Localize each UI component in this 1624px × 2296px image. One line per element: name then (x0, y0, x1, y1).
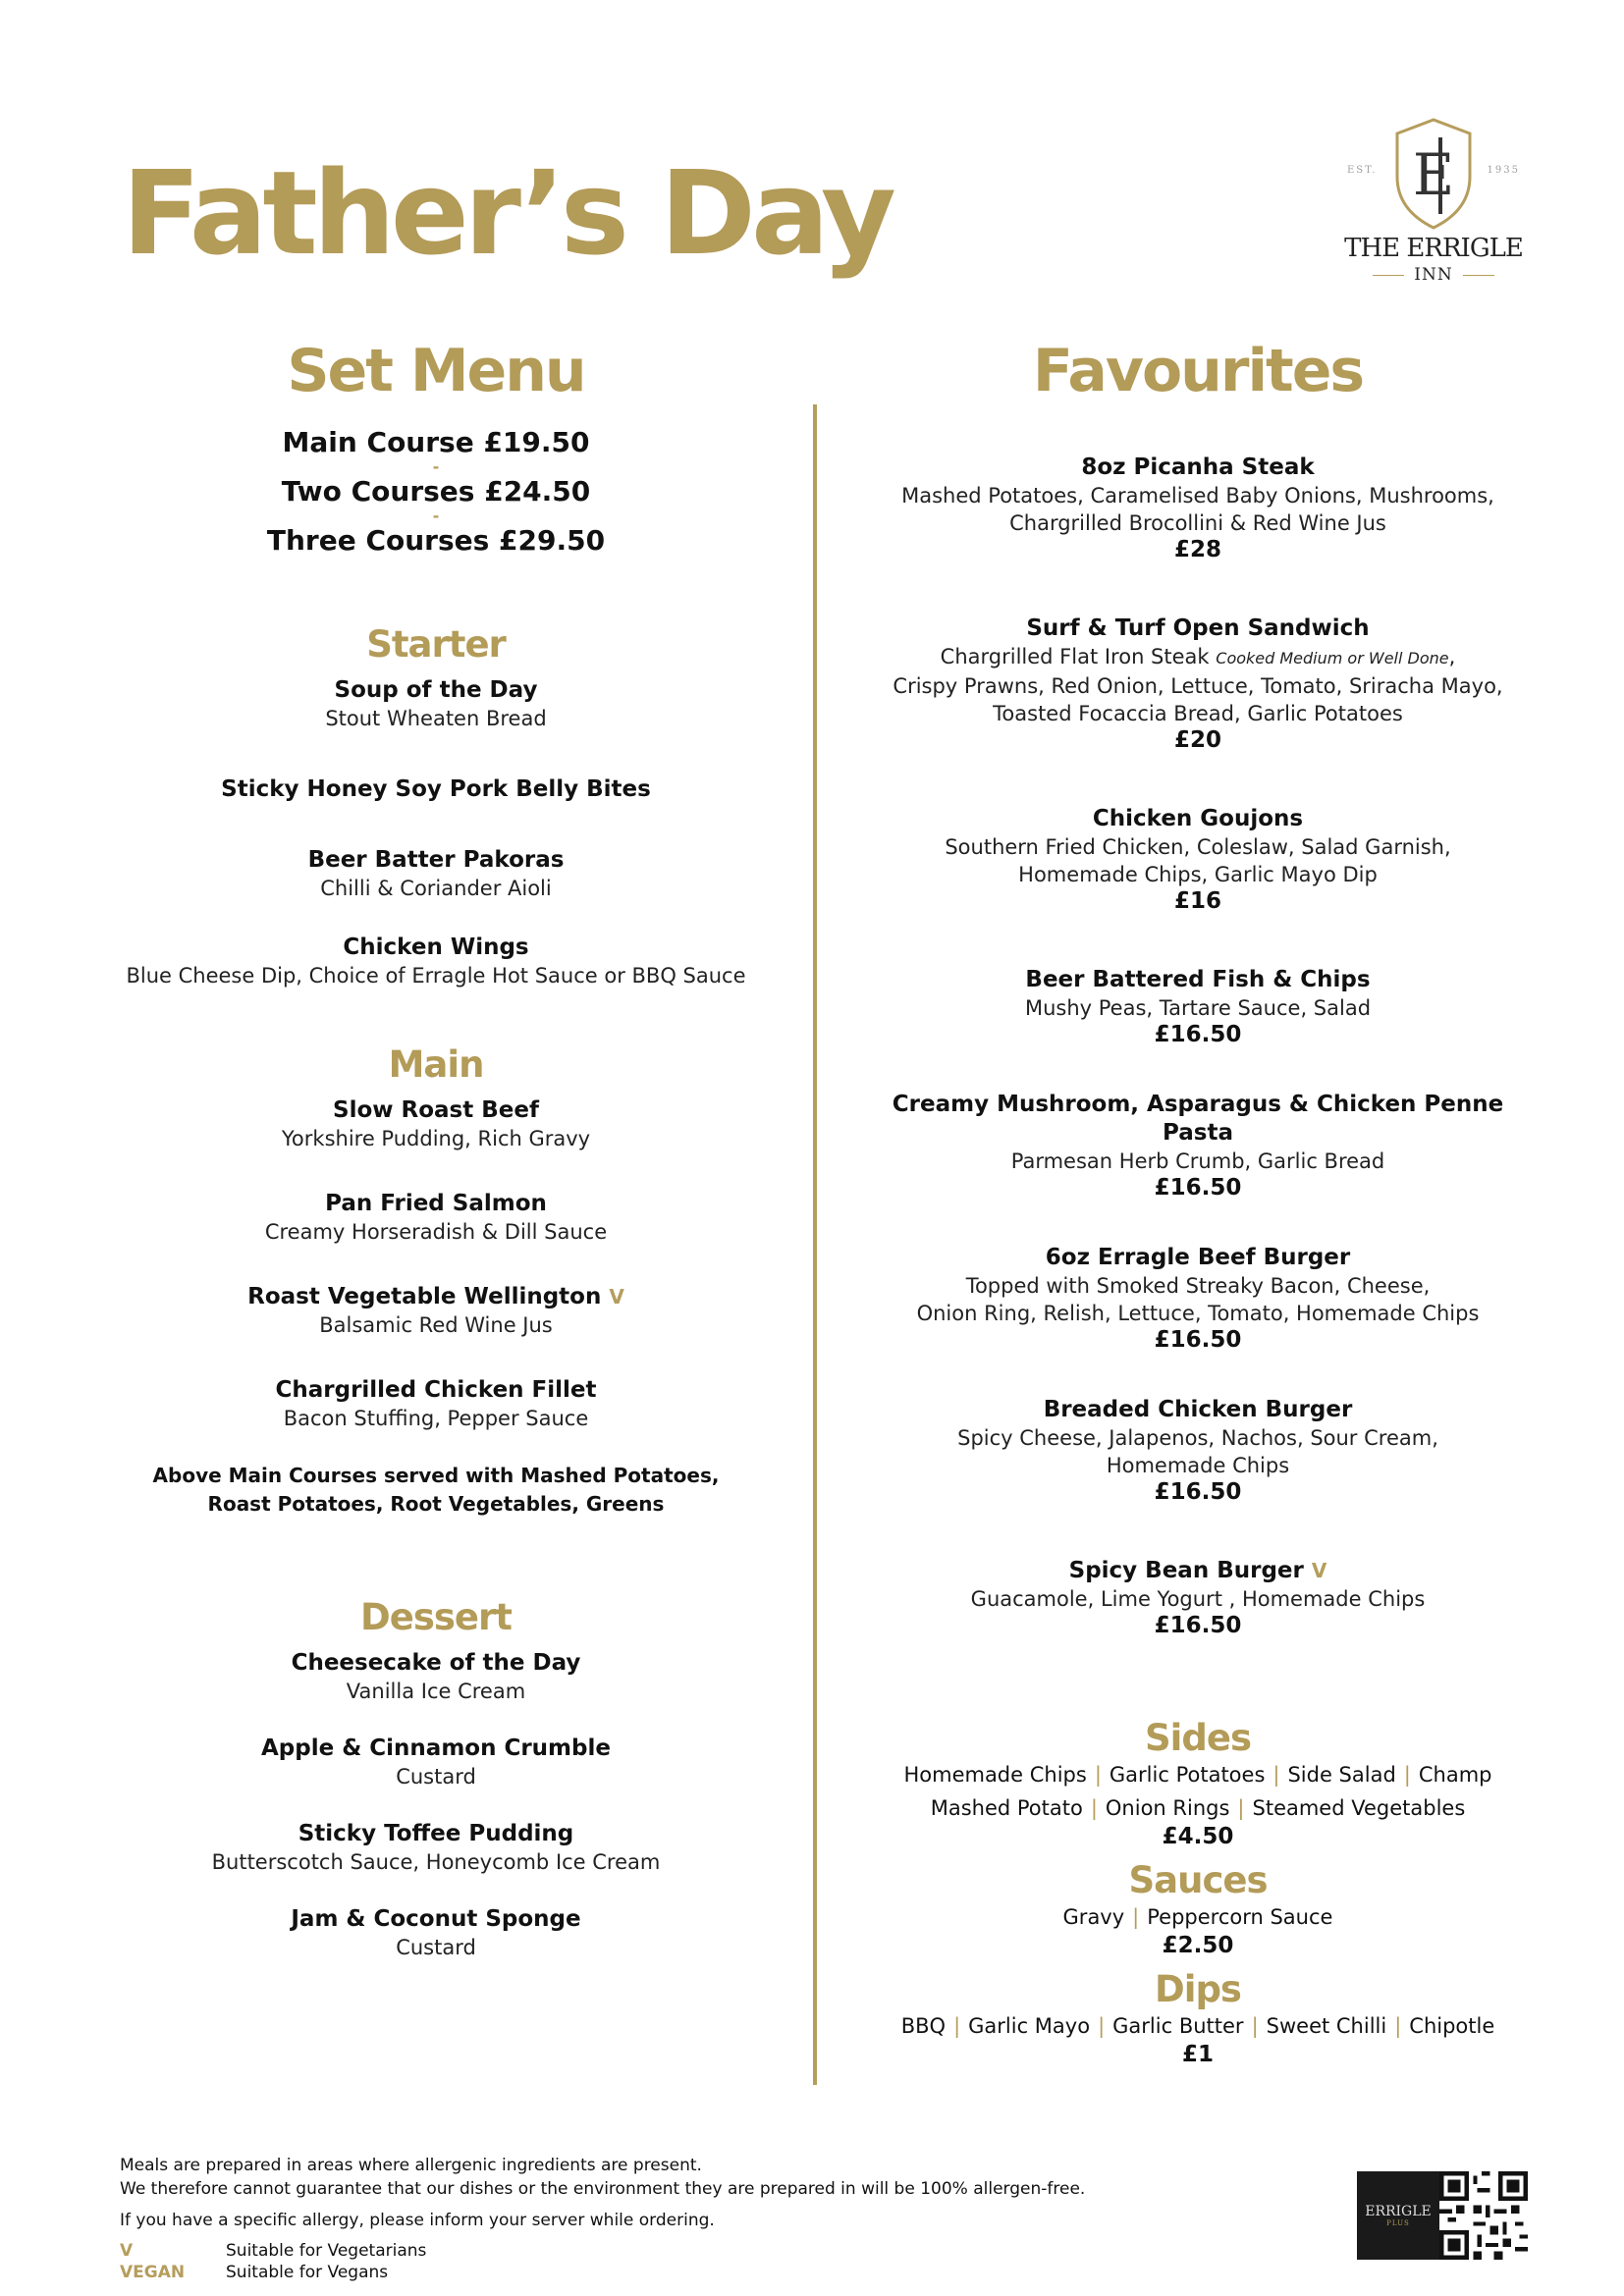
item-price: £16.50 (1154, 1613, 1242, 1638)
item-name: Apple & Cinnamon Crumble (261, 1735, 611, 1761)
item-desc: Spicy Cheese, Jalapenos, Nachos, Sour Cream, (957, 1426, 1438, 1450)
side-item: Champ (1418, 1763, 1492, 1787)
item-name: 6oz Erragle Beef Burger (1045, 1245, 1351, 1270)
errigle-plus-badge (1357, 2171, 1439, 2260)
sauces-price: £2.50 (1162, 1933, 1234, 1958)
item-desc: Crispy Prawns, Red Onion, Lettuce, Tomato, Sriracha Mayo, (893, 674, 1503, 698)
menu-item (82, 1376, 789, 1432)
item-desc: Bacon Stuffing, Pepper Sauce (283, 1407, 589, 1430)
item-name: Beer Batter Pakoras (307, 847, 565, 873)
legend-label: Suitable for Vegetarians (226, 2241, 427, 2261)
sides-price: £4.50 (1162, 1824, 1234, 1849)
item-name: Beer Battered Fish & Chips (1025, 967, 1371, 992)
item-desc: Mushy Peas, Tartare Sauce, Salad (1024, 996, 1372, 1020)
item-name: Chargrilled Chicken Fillet (275, 1377, 597, 1403)
dip-item: Garlic Mayo (968, 2014, 1091, 2038)
item-price: £16.50 (1154, 1175, 1242, 1201)
qr-code-icon[interactable] (1439, 2171, 1528, 2260)
item-price: £28 (1173, 537, 1221, 562)
item-desc: Southern Fried Chicken, Coleslaw, Salad Garnish, (945, 835, 1451, 859)
dips-heading: Dips (1155, 1968, 1241, 2010)
item-desc: Creamy Horseradish & Dill Sauce (264, 1220, 608, 1244)
menu-item (864, 614, 1532, 754)
menu-item (82, 1096, 789, 1152)
item-desc: Custard (396, 1936, 476, 1959)
item-desc: Homemade Chips (1106, 1454, 1290, 1477)
main-heading: Main (388, 1043, 484, 1086)
menu-item (864, 966, 1532, 1048)
item-desc: Chilli & Coriander Aioli (320, 877, 552, 900)
item-desc: Stout Wheaten Bread (325, 707, 547, 730)
menu-item (82, 676, 789, 732)
starter-heading: Starter (366, 623, 506, 666)
main-note-line: Above Main Courses served with Mashed Potatoes, (152, 1464, 720, 1487)
item-desc: Balsamic Red Wine Jus (319, 1313, 553, 1337)
price-separator: - (432, 507, 440, 525)
allergen-footer (120, 2154, 1200, 2283)
sides-row: Homemade Chips | Garlic Potatoes | Side Salad | Champ (903, 1763, 1492, 1787)
vegetarian-mark: V (609, 1285, 624, 1308)
logo-name: THE ERRIGLE (1344, 234, 1523, 263)
sides-row: Mashed Potato | Onion Rings | Steamed Vegetables (930, 1796, 1466, 1820)
allergen-note: We therefore cannot guarantee that our dishes or the environment they are prepared in will be 100% allergen-free. (120, 2179, 1086, 2199)
allergen-note: Meals are prepared in areas where allergenic ingredients are present. (120, 2156, 702, 2175)
shield-icon (1389, 116, 1478, 232)
sauces-row: Gravy | Peppercorn Sauce (1062, 1905, 1333, 1929)
item-desc: Chargrilled Flat Iron Steak Cooked Medium or Well Done, (940, 645, 1456, 668)
legend-vegan (120, 2262, 1200, 2283)
item-desc: Blue Cheese Dip, Choice of Erragle Hot Sauce or BBQ Sauce (126, 964, 746, 988)
item-desc: Guacamole, Lime Yogurt , Homemade Chips (970, 1587, 1426, 1611)
legend-key: VEGAN (120, 2263, 186, 2282)
menu-item (864, 1557, 1532, 1639)
sauce-item: Gravy (1062, 1905, 1125, 1929)
legend-vegetarian (120, 2240, 1200, 2262)
menu-item (82, 775, 789, 804)
item-name: Cheesecake of the Day (291, 1650, 581, 1676)
menu-item (82, 1283, 789, 1339)
page-title: Father’s Day (122, 145, 892, 281)
brand-logo (1335, 116, 1532, 293)
badge-sub: PLUS (1386, 2219, 1410, 2227)
sauces-heading: Sauces (1128, 1859, 1268, 1901)
item-desc: Onion Ring, Relish, Lettuce, Tomato, Homemade Chips (916, 1302, 1480, 1325)
side-item: Mashed Potato (930, 1796, 1083, 1820)
sides-heading: Sides (1145, 1717, 1251, 1759)
logo-est: EST. (1347, 165, 1378, 176)
item-name: Soup of the Day (334, 677, 538, 703)
price-three-courses: Three Courses £29.50 (266, 524, 606, 557)
item-name (82, 1283, 789, 1311)
price-main-course: Main Course £19.50 (282, 426, 590, 458)
item-desc: Chargrilled Brocollini & Red Wine Jus (1009, 511, 1386, 535)
item-desc: Butterscotch Sauce, Honeycomb Ice Cream (211, 1850, 661, 1874)
qr-badge[interactable] (1357, 2171, 1528, 2260)
item-desc-text: Chargrilled Flat Iron Steak (940, 645, 1210, 668)
side-item: Side Salad (1287, 1763, 1396, 1787)
sauce-item: Peppercorn Sauce (1147, 1905, 1333, 1929)
menu-item (864, 805, 1532, 915)
menu-item (864, 1091, 1532, 1201)
price-separator: - (432, 457, 440, 476)
item-name: Chicken Goujons (1092, 806, 1304, 831)
side-item: Steamed Vegetables (1252, 1796, 1466, 1820)
item-desc: Parmesan Herb Crumb, Garlic Bread (1010, 1149, 1385, 1173)
item-desc: Yorkshire Pudding, Rich Gravy (281, 1127, 591, 1150)
cook-note: Cooked Medium or Well Done (1216, 649, 1449, 667)
side-item: Homemade Chips (903, 1763, 1087, 1787)
dessert-heading: Dessert (360, 1596, 512, 1638)
item-price: £16.50 (1154, 1022, 1242, 1047)
item-name: Pan Fried Salmon (325, 1191, 547, 1216)
menu-item (864, 1244, 1532, 1354)
item-name-text: Spicy Bean Burger (1068, 1558, 1304, 1583)
favourites-column (864, 324, 1532, 2066)
legend-key: V (120, 2241, 134, 2261)
menu-item (82, 934, 789, 989)
menu-item (82, 1649, 789, 1705)
menu-item (82, 846, 789, 902)
item-desc: Mashed Potatoes, Caramelised Baby Onions, Mushrooms, (901, 484, 1494, 507)
main-note (82, 1462, 789, 1519)
item-name (864, 1557, 1532, 1585)
item-name: Sticky Toffee Pudding (298, 1821, 574, 1846)
item-name-text: Roast Vegetable Wellington (247, 1284, 602, 1309)
logo-inn: INN (1335, 265, 1532, 285)
menu-item (82, 1735, 789, 1790)
item-desc: Toasted Focaccia Bread, Garlic Potatoes (993, 702, 1403, 725)
item-name: Chicken Wings (343, 934, 529, 960)
item-price: £16.50 (1154, 1479, 1242, 1505)
item-desc: Custard (396, 1765, 476, 1789)
badge-name: ERRIGLE (1365, 2204, 1432, 2219)
item-name: Jam & Coconut Sponge (291, 1906, 581, 1932)
side-item: Onion Rings (1105, 1796, 1230, 1820)
menu-item (864, 454, 1532, 563)
dip-item: BBQ (900, 2014, 947, 2038)
item-price: £20 (1173, 727, 1221, 753)
item-name: 8oz Picanha Steak (1081, 454, 1315, 480)
item-desc: Vanilla Ice Cream (346, 1680, 526, 1703)
side-item: Garlic Potatoes (1109, 1763, 1266, 1787)
set-menu-column (82, 324, 789, 1961)
main-note-line: Roast Potatoes, Root Vegetables, Greens (207, 1492, 665, 1516)
legend-label: Suitable for Vegans (226, 2263, 389, 2282)
vegetarian-mark: V (1311, 1559, 1327, 1582)
dips-price: £1 (1181, 2042, 1214, 2067)
allergen-note: If you have a specific allergy, please inform your server while ordering. (120, 2211, 715, 2230)
item-price: £16 (1173, 888, 1221, 914)
set-menu-heading: Set Menu (287, 337, 585, 405)
dip-item: Garlic Butter (1112, 2014, 1244, 2038)
logo-year: 1935 (1487, 165, 1520, 176)
dip-item: Chipotle (1409, 2014, 1495, 2038)
item-price: £16.50 (1154, 1327, 1242, 1353)
dips-row: BBQ | Garlic Mayo | Garlic Butter | Sweet Chilli | Chipotle (900, 2014, 1495, 2038)
menu-item (82, 1905, 789, 1961)
item-desc: Topped with Smoked Streaky Bacon, Cheese, (965, 1274, 1431, 1298)
item-name: Slow Roast Beef (333, 1097, 539, 1123)
menu-item (864, 1396, 1532, 1506)
item-name: Creamy Mushroom, Asparagus & Chicken Penne Pasta (892, 1092, 1504, 1146)
dip-item: Sweet Chilli (1266, 2014, 1387, 2038)
svg-text:E: E (1412, 141, 1455, 208)
item-name: Sticky Honey Soy Pork Belly Bites (221, 776, 651, 802)
item-desc: Homemade Chips, Garlic Mayo Dip (1018, 863, 1378, 886)
favourites-heading: Favourites (1032, 337, 1364, 405)
item-name: Breaded Chicken Burger (1043, 1397, 1353, 1422)
item-name: Surf & Turf Open Sandwich (1026, 615, 1370, 641)
price-two-courses: Two Courses £24.50 (281, 475, 591, 507)
menu-item (82, 1820, 789, 1876)
set-menu-prices (82, 426, 789, 558)
column-divider (813, 404, 817, 2085)
menu-item (82, 1190, 789, 1246)
